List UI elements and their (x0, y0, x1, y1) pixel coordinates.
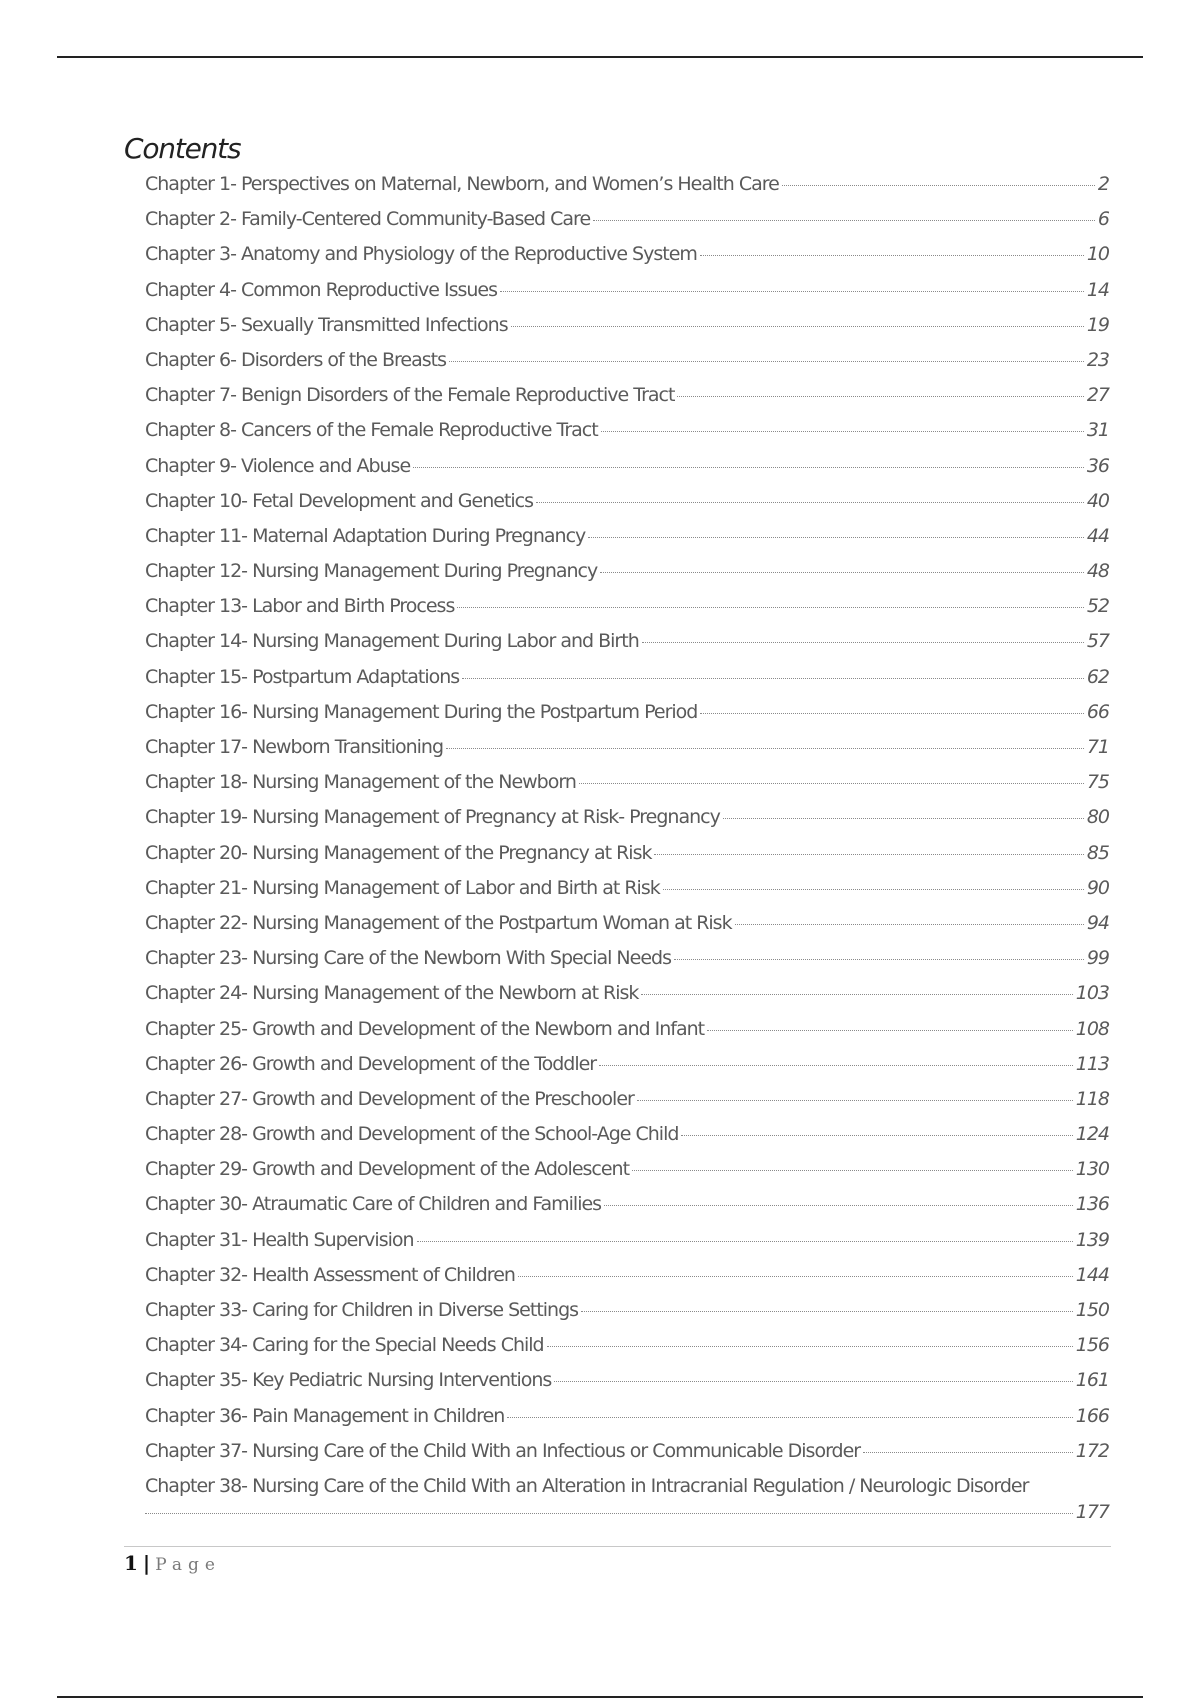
toc-entry-label: Chapter 2- Family-Centered Community-Based Care (145, 208, 591, 231)
toc-entry-label: Chapter 13- Labor and Birth Process (145, 595, 455, 618)
toc-entry-page: 62 (1086, 665, 1109, 688)
toc-entry-page: 99 (1086, 947, 1109, 970)
toc-entry-page: 139 (1075, 1228, 1109, 1251)
toc-entry-label: Chapter 31- Health Supervision (145, 1228, 414, 1251)
dot-leader (446, 748, 1084, 749)
dot-leader (700, 713, 1083, 714)
toc-entry-label: Chapter 35- Key Pediatric Nursing Interventions (145, 1369, 552, 1392)
toc-entry[interactable] (145, 1229, 1109, 1264)
toc-entry[interactable] (145, 771, 1109, 806)
toc-entry[interactable] (145, 1018, 1109, 1053)
toc-entry[interactable] (145, 701, 1109, 736)
toc-entry[interactable] (145, 947, 1109, 982)
dot-leader (723, 818, 1084, 819)
toc-entry[interactable] (145, 1123, 1109, 1158)
dot-leader (554, 1381, 1072, 1382)
toc-entry[interactable] (145, 912, 1109, 947)
toc-entry-page: 150 (1075, 1299, 1109, 1321)
toc-entry-label: Chapter 26- Growth and Development of the Toddler (145, 1052, 597, 1075)
dot-leader (632, 1170, 1073, 1171)
toc-entry-label: Chapter 20- Nursing Management of the Pregnancy at Risk (145, 841, 652, 864)
toc-entry[interactable] (145, 525, 1109, 560)
dot-leader (735, 924, 1084, 925)
dot-leader (593, 220, 1095, 221)
toc-entry-page: 36 (1086, 454, 1109, 477)
toc-entry-page: 23 (1086, 348, 1109, 371)
footer-page-word: Page (155, 1555, 221, 1575)
dot-leader (641, 994, 1072, 995)
toc-entry[interactable] (145, 1053, 1109, 1088)
toc-entry[interactable] (145, 490, 1109, 525)
dot-leader (599, 1065, 1073, 1066)
dot-leader (654, 854, 1083, 855)
dot-leader (462, 678, 1084, 679)
toc-entry[interactable] (145, 560, 1109, 595)
toc-entry-page: 144 (1075, 1263, 1109, 1286)
dot-leader (681, 1135, 1072, 1136)
toc-entry-page: 85 (1086, 841, 1109, 864)
toc-entry-page: 40 (1086, 489, 1109, 512)
toc-entry-label: Chapter 3- Anatomy and Physiology of the Reproductive System (145, 243, 697, 266)
dot-leader (782, 185, 1095, 186)
footer-page-number: 1 (124, 1551, 138, 1575)
toc-entry[interactable] (145, 1405, 1109, 1440)
toc-entry-label: Chapter 33- Caring for Children in Diverse Settings (145, 1299, 579, 1321)
toc-entry[interactable] (145, 736, 1109, 771)
toc-entry[interactable] (145, 1440, 1109, 1475)
toc-entry-page: 94 (1086, 911, 1109, 934)
toc-entry[interactable] (145, 173, 1109, 208)
dot-leader (536, 502, 1084, 503)
toc-entry-label: Chapter 18- Nursing Management of the Newborn (145, 771, 576, 794)
toc-entry[interactable] (145, 243, 1109, 278)
toc-entry-page: 2 (1097, 173, 1109, 195)
toc-entry[interactable] (145, 314, 1109, 349)
toc-entry[interactable] (145, 1193, 1109, 1228)
toc-entry[interactable] (145, 877, 1109, 912)
toc-entry-page: 31 (1086, 419, 1109, 442)
top-rule (57, 56, 1143, 58)
toc-entry-label: Chapter 28- Growth and Development of the School-Age Child (145, 1123, 679, 1146)
toc-entry-page: 90 (1086, 876, 1109, 899)
toc-entry[interactable] (145, 806, 1109, 841)
toc-entry[interactable] (145, 1475, 1109, 1527)
toc-entry-label: Chapter 24- Nursing Management of the Newborn at Risk (145, 982, 639, 1005)
dot-leader (707, 1030, 1073, 1031)
toc-entry-label: Chapter 36- Pain Management in Children (145, 1404, 505, 1427)
toc-entry-label: Chapter 5- Sexually Transmitted Infections (145, 313, 508, 336)
toc-entry-label: Chapter 23- Nursing Care of the Newborn With Special Needs (145, 947, 671, 970)
dot-leader (677, 396, 1083, 397)
dot-leader (145, 1513, 1073, 1514)
toc-entry-label: Chapter 19- Nursing Management of Pregnancy at Risk- Pregnancy (145, 806, 720, 829)
toc-entry-label: Chapter 34- Caring for the Special Needs Child (145, 1334, 544, 1357)
toc-entry-label: Chapter 32- Health Assessment of Children (145, 1263, 515, 1286)
toc-entry-label: Chapter 17- Newborn Transitioning (145, 736, 444, 758)
dot-leader (663, 889, 1084, 890)
toc-entry-label: Chapter 38- Nursing Care of the Child With an Alteration in Intracranial Regulation / Neurologic Disorder (145, 1474, 1029, 1497)
toc-entry[interactable] (145, 279, 1109, 314)
toc-entry-label: Chapter 22- Nursing Management of the Postpartum Woman at Risk (145, 911, 732, 934)
toc-entry-page: 44 (1086, 524, 1109, 547)
toc-entry[interactable] (145, 208, 1109, 243)
toc-entry-page: 66 (1086, 700, 1109, 723)
toc-entry-label: Chapter 8- Cancers of the Female Reproductive Tract (145, 419, 598, 442)
toc-entry-label: Chapter 14- Nursing Management During Labor and Birth (145, 630, 639, 653)
toc-entry-label: Chapter 7- Benign Disorders of the Female Reproductive Tract (145, 384, 675, 407)
toc-entry-label: Chapter 16- Nursing Management During the Postpartum Period (145, 700, 698, 723)
dot-leader (700, 255, 1084, 256)
dot-leader (511, 326, 1084, 327)
toc-entry-label: Chapter 25- Growth and Development of the Newborn and Infant (145, 1017, 705, 1040)
toc-entry-label: Chapter 21- Nursing Management of Labor and Birth at Risk (145, 876, 660, 899)
toc-entry[interactable] (145, 982, 1109, 1017)
dot-leader (863, 1452, 1073, 1453)
toc-entry-page: 52 (1086, 595, 1109, 618)
page-footer (124, 1551, 221, 1575)
toc-entry-page: 19 (1086, 313, 1109, 336)
toc-entry[interactable] (145, 419, 1109, 454)
toc-entry-page: 103 (1075, 982, 1109, 1005)
footer-separator: | (142, 1551, 151, 1575)
toc-entry-page: 172 (1075, 1439, 1109, 1462)
toc-entry-page: 48 (1086, 560, 1109, 583)
toc-entry[interactable] (145, 1158, 1109, 1193)
toc-entry-page: 161 (1075, 1369, 1109, 1392)
toc-entry-page: 177 (1075, 1500, 1109, 1523)
dot-leader (507, 1417, 1072, 1418)
toc-entry-page: 118 (1075, 1087, 1109, 1110)
toc-entry-page: 108 (1075, 1017, 1109, 1040)
toc-entry-label: Chapter 11- Maternal Adaptation During Pregnancy (145, 524, 586, 547)
dot-leader (601, 431, 1084, 432)
toc-entry[interactable] (145, 595, 1109, 630)
toc-title: Contents (124, 132, 241, 165)
toc-entry-label: Chapter 10- Fetal Development and Genetics (145, 489, 534, 512)
toc-entry-label: Chapter 27- Growth and Development of the Preschooler (145, 1087, 634, 1110)
toc-entry-label: Chapter 1- Perspectives on Maternal, Newborn, and Women’s Health Care (145, 173, 779, 195)
toc-entry[interactable] (145, 349, 1109, 384)
dot-leader (588, 537, 1084, 538)
toc-entry[interactable] (145, 630, 1109, 665)
toc-entry[interactable] (145, 1369, 1109, 1404)
table-of-contents (145, 173, 1109, 1527)
toc-entry-page: 75 (1086, 771, 1109, 794)
toc-entry[interactable] (145, 1299, 1109, 1334)
dot-leader (674, 959, 1084, 960)
dot-leader (413, 467, 1084, 468)
dot-leader (579, 783, 1084, 784)
toc-entry-page: 14 (1086, 278, 1109, 301)
toc-entry-label: Chapter 15- Postpartum Adaptations (145, 665, 460, 688)
toc-entry-label: Chapter 30- Atraumatic Care of Children and Families (145, 1193, 602, 1216)
toc-entry-page: 10 (1086, 243, 1109, 266)
toc-entry[interactable] (145, 842, 1109, 877)
dot-leader (581, 1311, 1073, 1312)
dot-leader (637, 1100, 1073, 1101)
toc-entry-page: 71 (1086, 736, 1109, 758)
bottom-rule (57, 1696, 1143, 1698)
dot-leader (457, 607, 1083, 608)
toc-entry-page: 6 (1097, 208, 1109, 231)
toc-entry[interactable] (145, 666, 1109, 701)
dot-leader (604, 1205, 1073, 1206)
toc-entry-page: 136 (1075, 1193, 1109, 1216)
dot-leader (449, 361, 1084, 362)
toc-entry-label: Chapter 9- Violence and Abuse (145, 454, 411, 477)
toc-entry-page: 80 (1086, 806, 1109, 829)
dot-leader (600, 572, 1084, 573)
dot-leader (642, 642, 1084, 643)
dot-leader (518, 1276, 1073, 1277)
toc-entry-page: 130 (1075, 1158, 1109, 1181)
toc-entry-label: Chapter 6- Disorders of the Breasts (145, 348, 446, 371)
toc-entry-page: 156 (1075, 1334, 1109, 1357)
dot-leader (547, 1346, 1073, 1347)
toc-entry-page: 113 (1075, 1052, 1109, 1075)
toc-entry[interactable] (145, 1334, 1109, 1369)
toc-entry[interactable] (145, 1088, 1109, 1123)
toc-entry[interactable] (145, 1264, 1109, 1299)
toc-entry[interactable] (145, 455, 1109, 490)
toc-entry-label: Chapter 12- Nursing Management During Pregnancy (145, 560, 598, 583)
toc-entry[interactable] (145, 384, 1109, 419)
toc-entry-label: Chapter 29- Growth and Development of the Adolescent (145, 1158, 630, 1181)
footer-rule (124, 1546, 1111, 1547)
toc-entry-page: 124 (1075, 1123, 1109, 1146)
toc-entry-label: Chapter 4- Common Reproductive Issues (145, 278, 497, 301)
dot-leader (417, 1241, 1073, 1242)
toc-entry-page: 166 (1075, 1404, 1109, 1427)
toc-entry-page: 27 (1086, 384, 1109, 407)
toc-entry-page: 57 (1086, 630, 1109, 653)
dot-leader (500, 291, 1084, 292)
toc-entry-label: Chapter 37- Nursing Care of the Child With an Infectious or Communicable Disorder (145, 1439, 861, 1462)
